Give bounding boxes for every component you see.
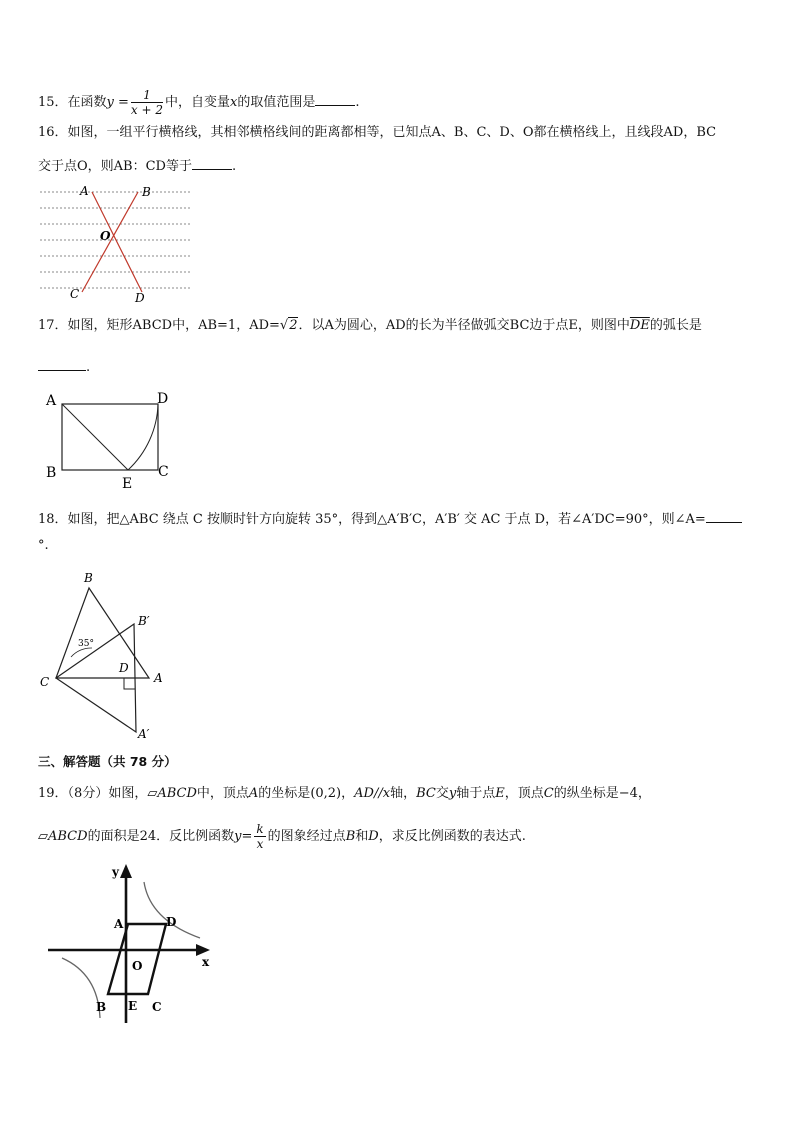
q17-sqrt-sym: √ [279,318,289,333]
q19-p1a: 19．（8分）如图， [38,786,148,801]
q16-grid-lines [40,192,190,288]
q19-p1h: ，顶点 [504,786,544,801]
q19-y-eq: y= [234,829,253,844]
q15-mid: 中，自变量 [165,95,231,110]
q15-blank[interactable] [315,91,355,106]
q19-coord: (0,2) [310,786,342,801]
q19-para-sym: ▱ [147,786,158,801]
q19-d: D [368,829,379,844]
q18-line2: °. [38,538,49,553]
q17-label-d: D [157,391,169,407]
q18-label-b2: B′ [138,614,150,628]
q19-label-a: A [114,917,124,931]
q17-line2 [38,356,90,378]
q19-line2 [38,822,526,851]
q16-label-b: B [142,185,151,199]
q19-p1c: 的坐标是 [258,786,311,801]
q15-number: 15．在函数 [38,95,107,110]
q19-label-b: B [96,1000,107,1014]
q19-figure [40,858,230,1033]
q19-hyperbola-lower [62,958,100,1018]
q19-frac-x: x [256,837,264,851]
q16-line2b: . [231,159,237,174]
q16-figure [38,182,198,307]
q17-line1 [38,316,702,336]
q19-p2d: 和 [355,829,369,844]
q17-segment-ae [62,404,128,470]
q19-p1d: ， [341,786,355,801]
q17-text3: 的弧长是 [649,318,702,333]
q19-p2a: 的面积是 [87,829,140,844]
q16-label-a: A [80,184,89,198]
q19-bc: BC [416,786,436,801]
q17-sqrt-val: 2 [289,318,298,333]
q17-blank[interactable] [38,356,86,371]
q19-c: C [543,786,554,801]
q19-parallel: AD//x [354,786,391,801]
q19-p1g: 轴于点 [456,786,496,801]
q19-minus4: −4 [618,786,638,801]
q19-label-d: D [166,915,177,929]
q19-frac-k: k [256,822,264,836]
q16-blank[interactable] [192,155,232,170]
q17-label-b: B [46,465,57,481]
q17-label-c: C [158,464,169,480]
q19-p1i: 的纵坐标是 [553,786,619,801]
q18-label-b: B [84,571,93,585]
q18-text: 18．如图，把△ABC 绕点 C 按顺时针方向旋转 35°，得到△A′B′C，A′B′ 交 AC 于点 D，若∠A′DC=90°，则∠A= [38,512,706,527]
q19-e: E [495,786,505,801]
q19-p1b: 中，顶点 [196,786,249,801]
q18-label-a2: A′ [138,727,150,741]
q18-line1 [38,508,742,530]
q15-line [38,88,360,117]
q19-p1e: 轴， [390,786,417,801]
q18-label-c: C [40,675,50,689]
q16-label-d: D [135,291,145,305]
q17-text2: ．以A为圆心，AD的长为半径做弧交BC边于点E，则图中 [298,318,630,333]
q17-label-a: A [46,393,57,409]
q19-line1 [38,784,651,804]
q18-angle-label: 35° [78,639,94,649]
q18-figure [34,568,184,743]
q19-b: B [345,829,356,844]
q19-fraction [254,822,265,851]
q19-label-c: C [152,1000,162,1014]
q19-abcd: ABCD [157,786,197,801]
q15-fraction [131,88,163,117]
q19-label-x: x [202,955,210,969]
q19-p1f: 交 [435,786,449,801]
q19-label-y: y [112,865,119,879]
q18-triangles [56,588,149,732]
q17-arc [128,404,158,470]
q18-right-angle [124,678,135,689]
q19-y: y [448,786,457,801]
q15-frac-num: 1 [131,88,163,103]
q19-hyperbola-upper [144,882,200,938]
q17-text1: 17．如图，矩形ABCD中，AB=1，AD= [38,318,280,333]
q18-label-a: A [154,671,163,685]
q17-end: . [86,360,91,375]
q15-tail: 的取值范围是 [237,95,316,110]
q17-figure [38,388,188,493]
q15-frac-den: x + 2 [130,103,164,117]
q19-p2c: 的图象经过点 [267,829,346,844]
q16-line1: 16．如图，一组平行横格线，其相邻横格线间的距离都相等，已知点A、B、C、D、O都在横格线上，且线段AD，BC [38,125,717,140]
q15-end: . [355,95,360,110]
section-3-heading: 三、解答题（共 78 分） [38,754,177,769]
q19-a: A [248,786,259,801]
q19-p2e: ，求反比例函数的表达式. [378,829,526,844]
q16-line2a: 交于点O，则AB：CD等于 [38,159,192,174]
q19-p2b: ．反比例函数 [156,829,235,844]
q16-line2 [38,155,236,177]
q19-area: 24 [139,829,157,844]
q17-label-e: E [122,476,133,492]
q17-arc-de: $\overline{DE}$ [629,318,650,333]
q17-sqrt [280,316,299,336]
q18-label-d: D [119,661,129,675]
q19-y-arrow [120,864,132,878]
q16-label-c: C [70,287,80,301]
q19-label-e: E [128,999,138,1013]
q16-label-o: O [100,229,111,243]
q19-para-sym-2: ▱ [38,829,48,844]
q19-label-o: O [132,959,143,973]
q15-var: x [230,95,238,110]
q19-p1j: ， [637,786,651,801]
q18-blank[interactable] [706,508,742,523]
q15-y-eq: y = [106,95,129,110]
q19-abcd-2: ABCD [48,829,88,844]
q17-rectangle [62,404,158,470]
